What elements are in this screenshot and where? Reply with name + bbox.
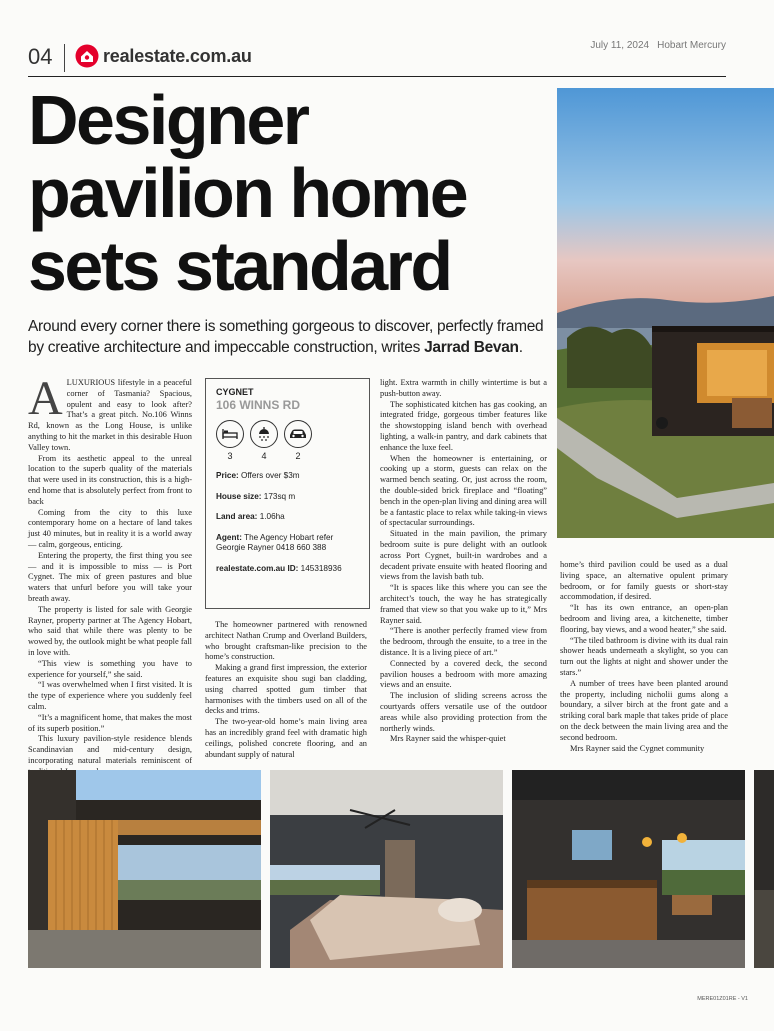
drop-cap: A [28, 372, 63, 425]
bathrooms-feature [250, 420, 278, 461]
author-name: Jarrad Bevan [424, 339, 519, 356]
standfirst: Around every corner there is something gorgeous to discover, perfectly framed by creative architecture and impeccable construction, writes Jarrad Bevan. [28, 318, 544, 356]
house-size-value: 173sq m [263, 491, 296, 501]
cars-feature [284, 420, 312, 461]
paragraph: The homeowner partnered with renowned architect Nathan Crump and Overland Builders, who brought craftsman-like precision to the home’s construction. [205, 620, 367, 662]
house-size-row: House size: 173sq m [216, 491, 296, 501]
price-row: Price: Offers over $3m [216, 471, 300, 480]
house-logo-icon [75, 44, 99, 68]
dateline [590, 40, 726, 51]
article-column-2 [205, 620, 367, 760]
paragraph: “It has its own entrance, an open-plan bedroom and living area, a kitchenette, timber flooring, bay views, and a wood heater,” she said. [560, 603, 728, 634]
property-features [216, 420, 359, 461]
paragraph: Coming from the city to this luxe contemporary home on a hectare of land takes just 40 minutes, but in reality it is a world away — calm, gorgeous, enticing. [28, 507, 192, 549]
paragraph: Situated in the main pavilion, the primary bedroom suite is pure delight with an outlook across Port Cygnet, built-in wardrobes and a decadent private ensuite with heated flooring and views from the lavish bath tub. [380, 529, 547, 582]
bed-icon [222, 428, 238, 440]
exterior-photo [28, 770, 261, 968]
paragraph: “The tiled bathroom is divine with its dual rain shower heads underneath a skylight, so you can turn out the lights at night and shower under the stars.” [560, 635, 728, 677]
price-value: Offers over $3m [241, 471, 300, 480]
agent-value: The Agency Hobart refer Georgie Rayner 0418 660 388 [216, 532, 334, 552]
article-column-3 [380, 378, 547, 745]
paragraph: The sophisticated kitchen has gas cooking, an integrated fridge, gorgeous timber features like the showstopping island bench with overhead lighting, a walk-in pantry, and dark cabinets that enhance the luxe feel. [380, 399, 547, 452]
paragraph: When the homeowner is entertaining, or cooking up a storm, guests can relax on the warmed bench seating. Or, just across the room, the double-sided brick fireplace and “floating” bench in the open-plan living and dining area will be a fantastic place to relax while taking-in views of spectacular surroundings. [380, 453, 547, 528]
paragraph: Mrs Rayner said the whisper-quiet [390, 734, 506, 744]
article-column-1 [28, 372, 192, 777]
publication-name: Hobart Mercury [657, 40, 726, 51]
paragraph: From its aesthetic appeal to the unreal location to the superb quality of the materials that were used in its construction, this is a high-end home that is absolutely perfect from front to back [28, 453, 192, 506]
paragraph: “This view is something you have to experience for yourself,” she said. [28, 658, 192, 679]
paragraph: “It is spaces like this where you can see the architect’s touch, the way he has strategically framed that view so that you wake up to it,” Mrs Rayner said. [380, 583, 547, 625]
paragraph: “I was overwhelmed when I first visited. It is the type of experience where you suddenly feel calm. [28, 680, 192, 711]
paragraph: Making a grand first impression, the exterior features an exquisite shou sugi ban cladding, using charred spotted gum timber that harmonises with the timbers used on all of the decks and trims. [205, 663, 367, 716]
property-address: 106 WINNS RD [216, 398, 301, 412]
land-area-row: Land area: 1.06ha [216, 512, 285, 521]
bathrooms-count: 4 [261, 451, 267, 461]
header-divider [64, 44, 65, 72]
agent-row: Agent: The Agency Hobart refer Georgie Rayner 0418 660 388 [216, 532, 334, 552]
paragraph: “It’s a magnificent home, that makes the most of its superb position.” [28, 712, 192, 733]
bedrooms-feature [216, 420, 244, 461]
suburb: CYGNET [216, 387, 254, 397]
headline-line-2: pavilion home [28, 154, 467, 232]
bedrooms-count: 3 [227, 451, 233, 461]
hero-photo [557, 88, 774, 538]
header-rule [28, 76, 726, 77]
headline-line-3: sets standard [28, 227, 451, 305]
paragraph: The two-year-old home’s main living area has an incredibly grand feel with dramatic high ceilings, polished concrete flooring, and an abundant supply of natural [205, 717, 367, 759]
land-area-value: 1.06ha [259, 512, 285, 521]
paragraph: “There is another perfectly framed view from the bedroom, through the ensuite, to a tree in the distance. It is a living piece of art.” [380, 626, 547, 657]
paragraph: A number of trees have been planted around the property, including nicholii gums along a boundary, a silver birch at the front gate and a striking coral bark maple that takes pride of place on the deck between the main living area and the second bedroom. [560, 678, 728, 742]
paragraph: light. Extra warmth in chilly wintertime is but a push-button away. [380, 378, 547, 398]
headline [28, 81, 548, 305]
paragraph: Entering the property, the first thing you see — and it is impossible to miss — is Port Cygnet. The mix of green pastures and blue waters that unfurl before you will take your breath away. [28, 550, 192, 603]
listing-id-row: realestate.com.au ID: 145318936 [216, 563, 342, 573]
kitchen-photo [512, 770, 745, 968]
paragraph: home’s third pavilion could be used as a dual living space, an alternative opulent primary bedroom, or for family guests or short-stay accommodation, if desired. [560, 560, 728, 602]
brand-logo [75, 44, 252, 68]
car-icon [289, 428, 307, 440]
property-info-box [205, 378, 370, 609]
article-column-4 [560, 560, 728, 754]
print-code: MERE01Z01RE - V1 [697, 996, 748, 1002]
page-number: 04 [28, 44, 53, 69]
paragraph: Mrs Rayner said the Cygnet community [570, 743, 705, 753]
cars-count: 2 [295, 451, 301, 461]
brand-name: realestate.com.au [103, 45, 252, 66]
listing-id-value: 145318936 [300, 563, 342, 573]
shower-icon [256, 426, 272, 442]
standfirst-text: Around every corner there is something gorgeous to discover, perfectly framed by creative architecture and impeccable construction, writes [28, 318, 544, 356]
paragraph: LUXURIOUS lifestyle in a peaceful corner of Tasmania? Spacious, opulent and easy to look after? That’s a great pitch. No.106 Winns Rd, known as the Long House, is unlike anything to hit the market in this desirable Huon Valley town. [28, 378, 192, 452]
bedroom-photo [270, 770, 503, 968]
paragraph: The inclusion of sliding screens across the courtyards offers versatile use of the outdoor areas while also providing protection from the northerly winds. [380, 691, 547, 733]
paragraph: Connected by a covered deck, the second pavilion houses a bedroom with more amazing views and an ensuite. [380, 658, 547, 690]
issue-date: July 11, 2024 [590, 40, 650, 51]
paragraph: This luxury pavilion-style residence blends Scandinavian and mid-century design, incorporating natural materials reminiscent of [28, 734, 192, 765]
paragraph: The property is listed for sale with Georgie Rayner, property partner at The Agency Hobart, who said that while there was plenty to be wowed by, the outlook might be what people fall in love with. [28, 604, 192, 657]
partial-photo [754, 770, 774, 968]
headline-line-1: Designer [28, 81, 308, 159]
